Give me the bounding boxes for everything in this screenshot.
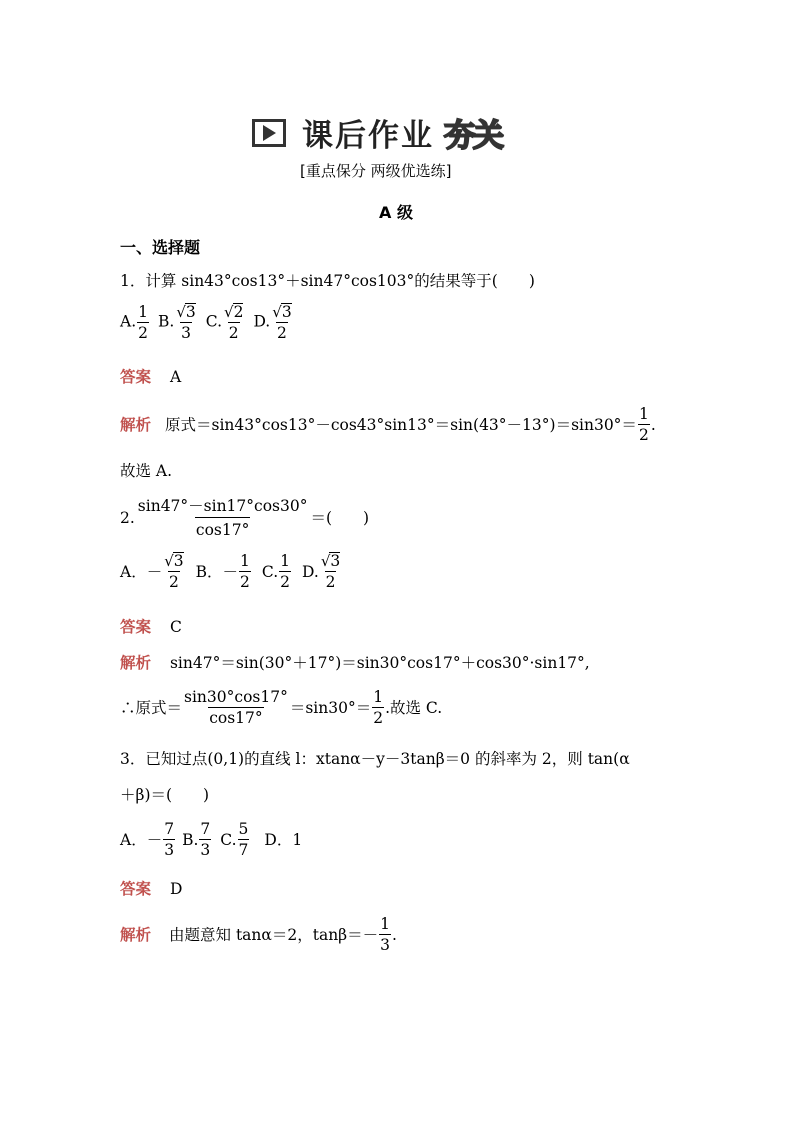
q1-option-c: C. √ 2 2 bbox=[205, 303, 244, 342]
q2-stem: 2. $\frac{\sin 47^\circ-\sin 17^\circ\cos 30^\circ}{\cos 17^\circ}$ ＝( ) bbox=[120, 497, 370, 539]
q3-option-c: C. $\frac{5}{7}$ bbox=[220, 820, 249, 859]
q1-option-a: A. $\frac{1}{2}$ bbox=[120, 303, 148, 342]
page-banner bbox=[252, 110, 502, 155]
q1-option-d: D. √ 3 2 bbox=[253, 303, 292, 342]
q2-option-c: C. $\frac{1}{2}$ bbox=[261, 552, 291, 591]
play-icon bbox=[252, 119, 286, 147]
q2-answer-row bbox=[120, 617, 182, 637]
banner-title: 课后作业 bbox=[302, 118, 434, 154]
q3-option-b: B. $\frac{7}{3}$ bbox=[182, 820, 211, 859]
q2-analysis-fraction: $\frac{\sin 30^\circ\cos 17^\circ}{\cos 17^\circ}$ bbox=[184, 688, 288, 727]
q1-option-b: B. √ 3 3 bbox=[158, 303, 196, 342]
answer-label: 答案 bbox=[120, 618, 152, 636]
q1-analysis-fraction: $\frac{1}{2}$ bbox=[638, 405, 649, 444]
q2-options bbox=[120, 552, 350, 591]
q3-option-d: D．1 bbox=[264, 830, 303, 849]
level-heading: A 级 bbox=[379, 203, 413, 222]
q1-stem: 1．计算 sin43°cos13°＋sin47°cos103°的结果等于( ) bbox=[120, 272, 535, 290]
q1-answer-row bbox=[120, 367, 181, 387]
answer-label: 答案 bbox=[120, 880, 152, 898]
q3-answer: D bbox=[169, 880, 183, 898]
q2-analysis-half: $\frac{1}{2}$ bbox=[373, 688, 384, 727]
q2-option-d: D. √ 3 2 bbox=[302, 552, 341, 591]
q3-analysis: 解析 由题意知 tanα＝2，tanβ＝－ $\frac{1}{3}$ . bbox=[120, 915, 397, 954]
q2-answer: C bbox=[169, 618, 182, 636]
banner-subtitle: [重点保分 两级优选练] bbox=[300, 162, 452, 180]
q1-answer: A bbox=[169, 368, 182, 386]
banner-logo: 夯关 bbox=[444, 118, 502, 154]
analysis-label: 解析 bbox=[120, 925, 152, 944]
q3-options bbox=[120, 820, 310, 859]
analysis-label: 解析 bbox=[120, 415, 152, 434]
q3-answer-row bbox=[120, 879, 182, 899]
q3-stem-line2: ＋β)＝( ) bbox=[120, 786, 210, 804]
section-heading: 一、选择题 bbox=[120, 238, 201, 257]
q3-option-a: A．－ $\frac{7}{3}$ bbox=[120, 820, 175, 859]
q2-analysis-line1: 解析 sin47°＝sin(30°＋17°)＝sin30°cos17°＋cos30°·sin17°, bbox=[120, 654, 590, 672]
q1-analysis: 解析 原式＝sin43°cos13°－cos43°sin13°＝sin(43°－13°)＝sin30°＝ $\frac{1}{2}$ . bbox=[120, 405, 656, 444]
analysis-label: 解析 bbox=[120, 654, 152, 672]
answer-label: 答案 bbox=[120, 368, 152, 386]
q3-analysis-fraction: $\frac{1}{3}$ bbox=[380, 915, 391, 954]
q2-analysis-line2: ∴原式＝ $\frac{\sin 30^\circ\cos 17^\circ}{\cos 17^\circ}$ ＝sin30°＝ $\frac{1}{2}$ .故选 C. bbox=[120, 688, 443, 727]
q3-stem-line1: 3．已知过点(0,1)的直线 l：xtanα－y－3tanβ＝0 的斜率为 2，则 tan(α bbox=[120, 750, 630, 768]
q1-options bbox=[120, 303, 302, 342]
q2-stem-fraction: $\frac{\sin 47^\circ-\sin 17^\circ\cos 30^\circ}{\cos 17^\circ}$ bbox=[137, 497, 308, 539]
q2-option-a: A．－ √ 3 2 bbox=[120, 552, 184, 591]
q2-option-b: B．－ $\frac{1}{2}$ bbox=[195, 552, 250, 591]
q1-conclusion: 故选 A. bbox=[120, 462, 173, 480]
